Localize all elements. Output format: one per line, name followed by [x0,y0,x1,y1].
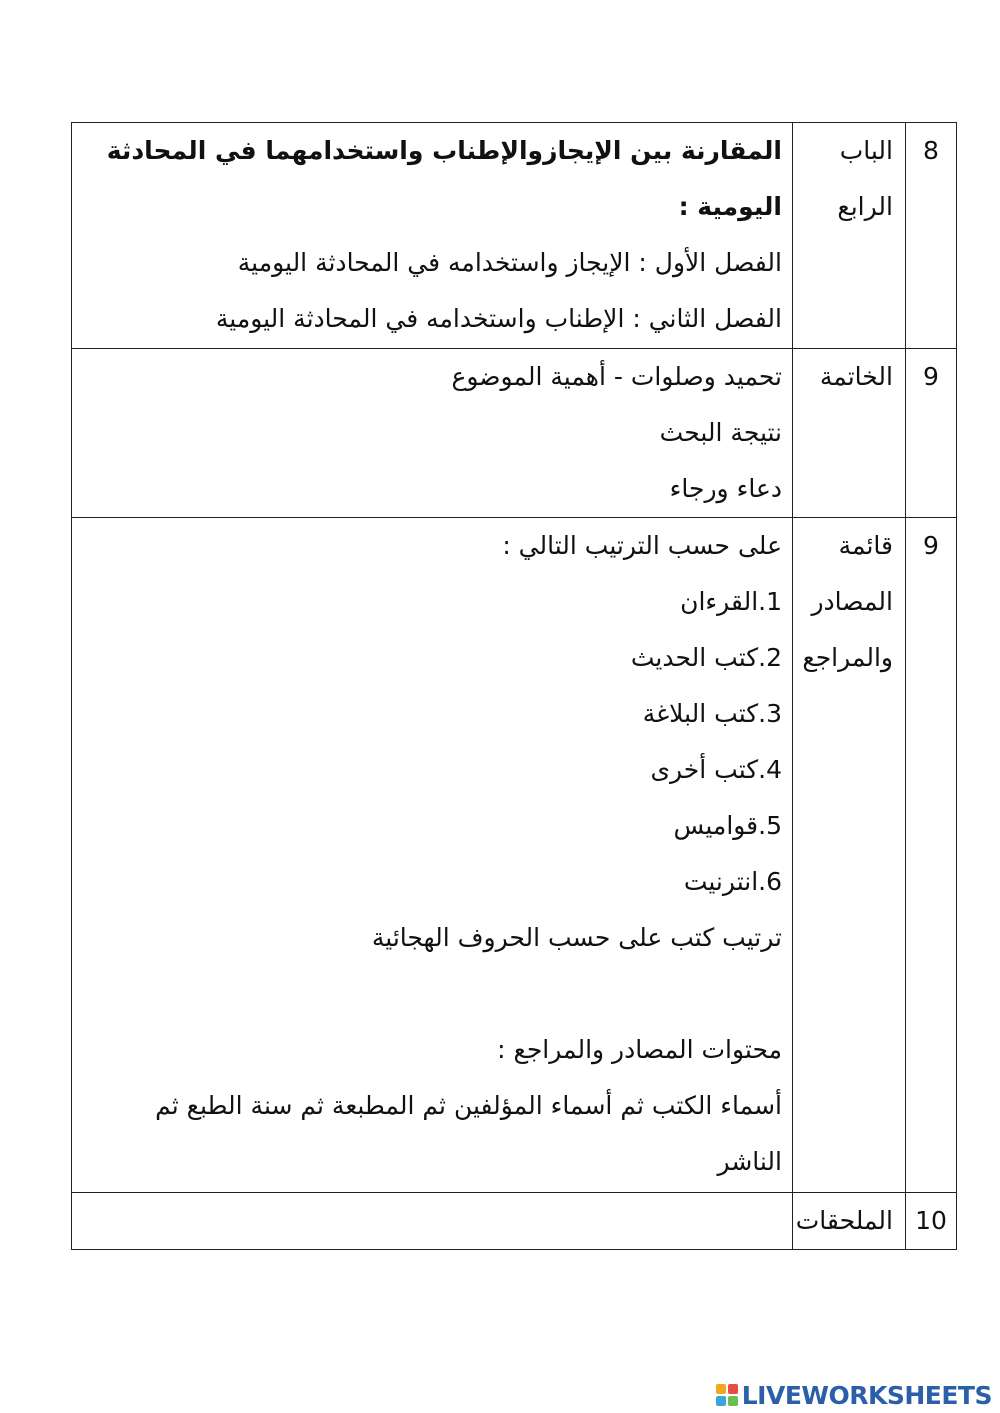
content-line: الفصل الأول : الإيجاز واستخدامه في المحادثة اليومية [237,248,782,277]
content-line: محتوات المصادر والمراجع : [497,1035,782,1064]
content-line: 5.قواميس [673,811,782,840]
content-line: 4.كتب أخرى [650,755,782,784]
row-number: 9 [906,349,957,518]
logo-text: LIVEWORKSHEETS [741,1380,992,1410]
row-number: 10 [906,1193,957,1250]
content-line: نتيجة البحث [659,418,782,447]
row-title-line: الملحقات [795,1206,893,1235]
content-line: 3.كتب البلاغة [642,699,782,728]
row-number: 8 [906,123,957,349]
content-line: 6.انترنيت [683,867,782,896]
row-title-line: الرابع [837,192,893,221]
liveworksheets-logo[interactable] [716,1381,992,1409]
row-number: 9 [906,518,957,1193]
outline-table [71,122,957,1250]
liveworksheets-logo-icon [716,1384,738,1406]
row-title [793,518,906,1193]
row-title-line: قائمة [838,531,893,560]
content-line: أسماء الكتب ثم أسماء المؤلفين ثم المطبعة ثم سنة الطبع ثم [155,1091,782,1120]
section-heading: اليومية : [678,192,782,221]
content-line: على حسب الترتيب التالي : [502,531,782,560]
content-line: دعاء ورجاء [669,474,782,503]
row-content [72,518,793,1193]
row-title [793,349,906,518]
row-title [793,1193,906,1250]
row-title-line: الخاتمة [819,362,893,391]
row-title [793,123,906,349]
row-title-line: والمراجع [802,643,893,672]
table-row [72,349,957,518]
row-title-line: المصادر [811,587,893,616]
table-row [72,1193,957,1250]
row-title-line: الباب [839,136,893,165]
content-line: الناشر [717,1147,782,1176]
row-content [72,1193,793,1250]
table-row [72,518,957,1193]
row-content [72,349,793,518]
content-line: 2.كتب الحديث [630,643,782,672]
table-row [72,123,957,349]
blank-line [92,966,782,1022]
content-line: الفصل الثاني : الإطناب واستخدامه في المحادثة اليومية [215,304,782,333]
content-line: ترتيب كتب على حسب الحروف الهجائية [371,923,782,952]
content-line: 1.القرءان [680,587,782,616]
section-heading: المقارنة بين الإيجازوالإطناب واستخدامهما في المحادثة [106,136,782,165]
row-content [72,123,793,349]
content-line: تحميد وصلوات - أهمية الموضوع [451,362,782,391]
